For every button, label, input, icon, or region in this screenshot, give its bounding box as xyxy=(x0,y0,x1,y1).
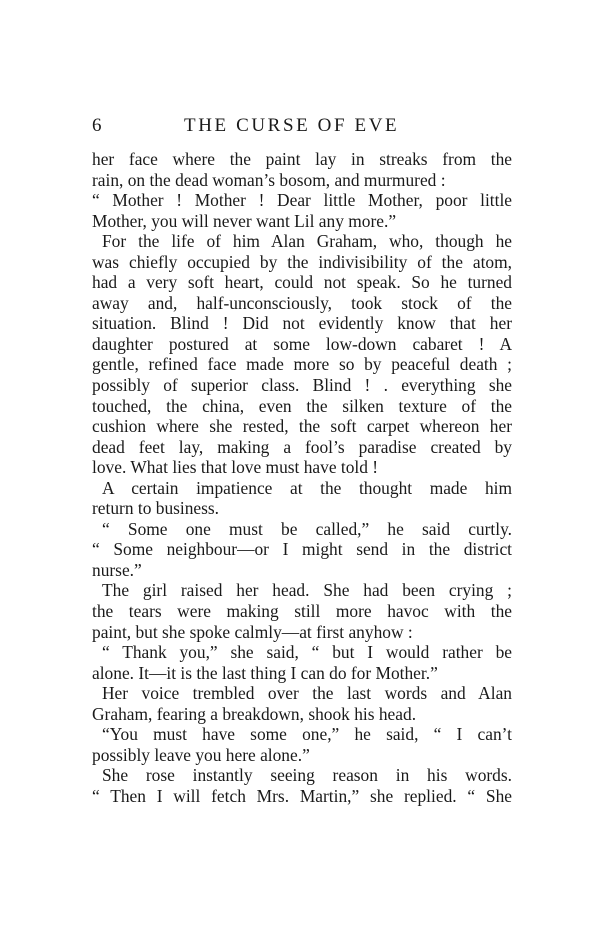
text-line: Her voice trembled over the last words and Alan xyxy=(102,683,512,704)
text-line: dead feet lay, making a fool’s paradise created by xyxy=(92,436,512,457)
page-header xyxy=(92,112,512,140)
text-line: the tears were making still more havoc with the xyxy=(92,601,512,622)
text-line: situation. Blind ! Did not evidently know that her xyxy=(92,313,512,334)
text-line: rain, on the dead woman’s bosom, and murmured : xyxy=(92,169,446,190)
text-line: touched, the china, even the silken texture of the xyxy=(92,395,512,416)
text-line: Mother, you will never want Lil any more.” xyxy=(92,210,397,231)
text-line: possibly leave you here alone.” xyxy=(92,744,310,765)
text-line: cushion where she rested, the soft carpet whereon her xyxy=(92,416,512,437)
paragraph xyxy=(92,580,512,642)
text-line: “ Some neighbour—or I might send in the district xyxy=(92,539,512,560)
text-line: her face where the paint lay in streaks from the xyxy=(92,149,512,169)
text-line: alone. It—it is the last thing I can do for Mother.” xyxy=(92,662,438,683)
text-line: daughter postured at some low-down cabaret ! A xyxy=(92,333,512,354)
running-title: THE CURSE OF EVE xyxy=(184,115,400,136)
text-line: “ Mother ! Mother ! Dear little Mother, poor little xyxy=(92,190,512,211)
text-line: For the life of him Alan Graham, who, though he xyxy=(102,231,512,252)
paragraph xyxy=(92,149,512,190)
text-line: return to business. xyxy=(92,498,220,519)
body-text xyxy=(92,149,512,807)
text-line: love. What lies that love must have told ! xyxy=(92,457,379,478)
paragraph xyxy=(92,683,512,724)
text-line: nurse.” xyxy=(92,559,142,580)
paragraph xyxy=(92,190,512,231)
text-line: A certain impatience at the thought made him xyxy=(102,477,512,498)
text-line: paint, but she spoke calmly—at first anyhow : xyxy=(92,621,413,642)
paragraph xyxy=(92,642,512,683)
book-page xyxy=(92,112,512,807)
paragraph xyxy=(92,478,512,519)
text-line: had a very soft heart, could not speak. So he turned xyxy=(92,272,512,293)
page-number: 6 xyxy=(92,115,102,136)
text-line: away and, half-unconsciously, took stock of the xyxy=(92,292,512,313)
text-line: Graham, fearing a breakdown, shook his head. xyxy=(92,703,417,724)
text-line: possibly of superior class. Blind ! . everything she xyxy=(92,375,512,396)
text-line: “You must have some one,” he said, “ I can’t xyxy=(102,724,512,745)
text-line: was chiefly occupied by the indivisibility of the atom, xyxy=(92,251,512,272)
paragraph xyxy=(92,765,512,806)
text-line: She rose instantly seeing reason in his words. xyxy=(102,765,512,786)
paragraph xyxy=(92,519,512,581)
paragraph xyxy=(92,724,512,765)
paragraph xyxy=(92,231,512,478)
text-line: “ Some one must be called,” he said curtly. xyxy=(102,518,512,539)
text-line: gentle, refined face made more so by peaceful death ; xyxy=(92,354,512,375)
text-line: “ Thank you,” she said, “ but I would rather be xyxy=(102,642,512,663)
text-line: “ Then I will fetch Mrs. Martin,” she replied. “ She xyxy=(92,785,512,806)
text-line: The girl raised her head. She had been crying ; xyxy=(102,580,512,601)
